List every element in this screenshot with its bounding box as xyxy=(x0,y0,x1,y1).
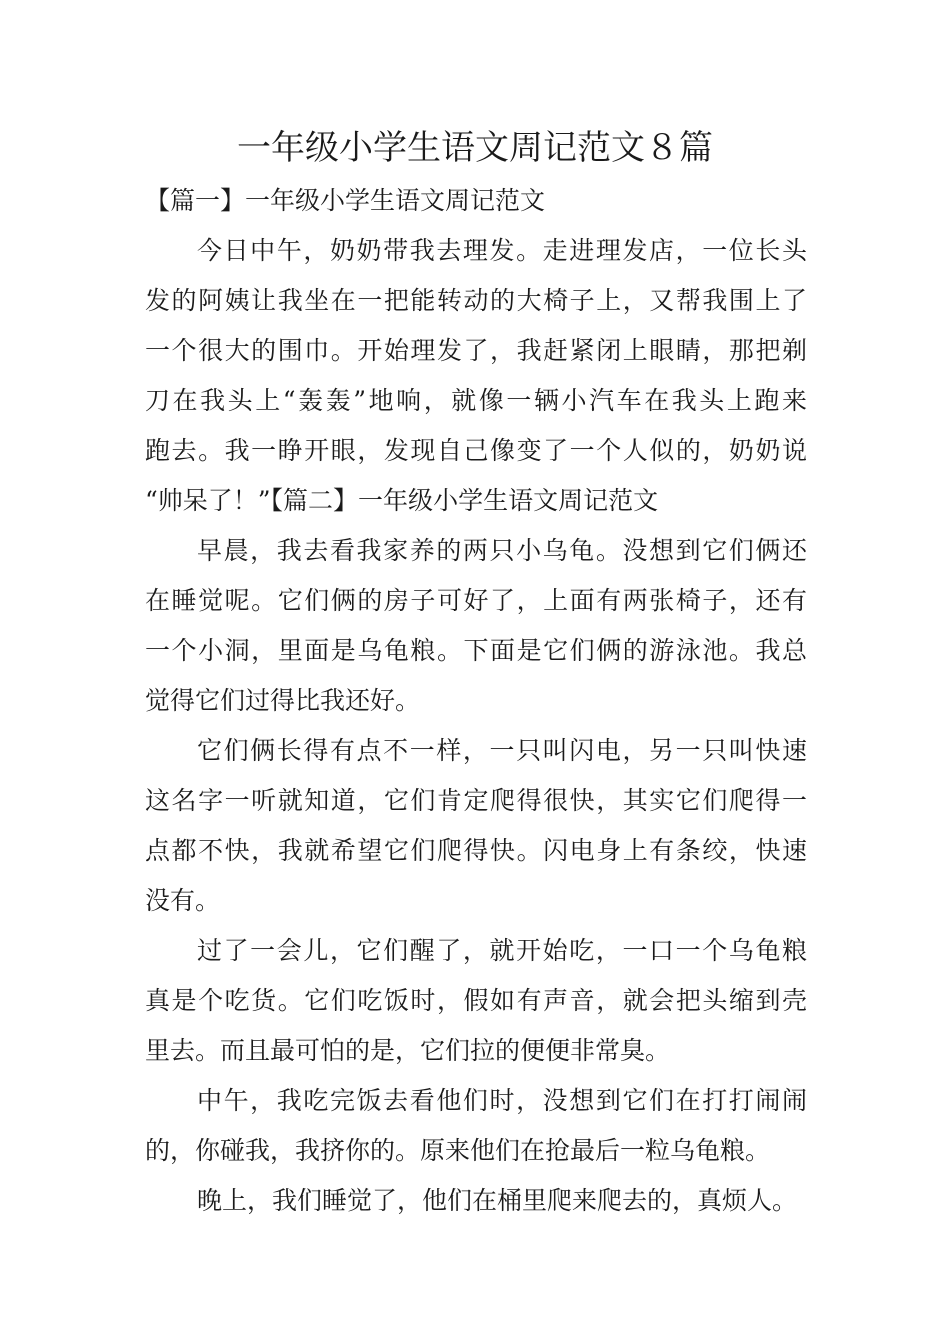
text-line: 一个小洞，里面是乌龟粮。下面是它们俩的游泳池。我总 xyxy=(145,636,807,665)
text-line: 晚上，我们睡觉了，他们在桶里爬来爬去的，真烦人。 xyxy=(197,1186,798,1215)
text-line: 的，你碰我，我挤你的。原来他们在抢最后一粒乌龟粮。 xyxy=(145,1136,771,1165)
text-line: 发的阿姨让我坐在一把能转动的大椅子上，又帮我围上了 xyxy=(145,286,807,315)
text-line: 今日中午，奶奶带我去理发。走进理发店，一位长头 xyxy=(197,236,807,265)
text-line: “帅呆了！”【篇二】一年级小学生语文周记范文 xyxy=(145,486,659,515)
text-line: 跑去。我一睁开眼，发现自己像变了一个人似的，奶奶说 xyxy=(145,436,807,465)
text-line: 一个很大的围巾。开始理发了，我赶紧闭上眼睛，那把剃 xyxy=(145,336,807,365)
text-line: 没有。 xyxy=(145,886,221,915)
text-line: 点都不快，我就希望它们爬得快。闪电身上有条绞，快速 xyxy=(145,836,807,865)
text-line: 早晨，我去看我家养的两只小乌龟。没想到它们俩还 xyxy=(197,536,807,565)
text-line: 中午，我吃完饭去看他们时，没想到它们在打打闹闹 xyxy=(197,1086,807,1115)
text-line: 真是个吃货。它们吃饭时，假如有声音，就会把头缩到壳 xyxy=(145,986,807,1015)
text-line: 刀在我头上“轰轰”地响，就像一辆小汽车在我头上跑来 xyxy=(145,386,807,415)
text-line: 它们俩长得有点不一样，一只叫闪电，另一只叫快速 xyxy=(197,736,807,765)
text-line: 【篇一】一年级小学生语文周记范文 xyxy=(145,186,546,215)
text-line: 在睡觉呢。它们俩的房子可好了，上面有两张椅子，还有 xyxy=(145,586,807,615)
document-body xyxy=(145,176,807,1226)
document-title: 一年级小学生语文周记范文８篇 xyxy=(237,128,713,168)
text-line: 觉得它们过得比我还好。 xyxy=(145,686,421,715)
text-line: 里去。而且最可怕的是，它们拉的便便非常臭。 xyxy=(145,1036,671,1065)
text-line: 这名字一听就知道，它们肯定爬得很快，其实它们爬得一 xyxy=(145,786,807,815)
text-line: 过了一会儿，它们醒了，就开始吃，一口一个乌龟粮 xyxy=(197,936,807,965)
